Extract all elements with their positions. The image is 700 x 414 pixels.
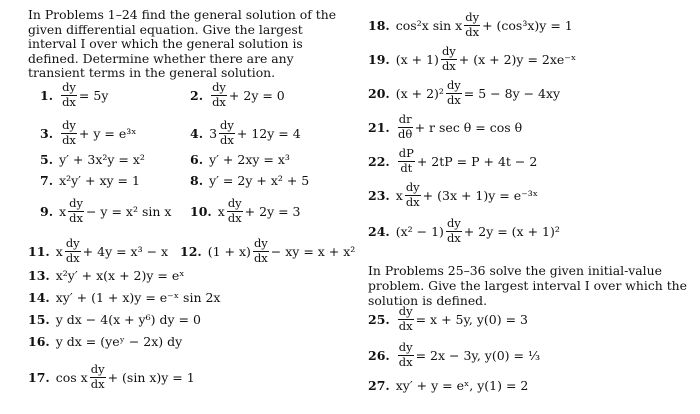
problem-13: 13. x²y′ + x(x + 2)y = eˣ bbox=[28, 268, 185, 283]
problem-21: 21. $\frac{dr}{d\theta}$ + r sec θ = cos θ bbox=[368, 112, 523, 141]
fraction: $\frac{dy}{dx}$ bbox=[441, 44, 456, 73]
intro-right: In Problems 25–36 solve the given initial-value problem. Give the largest interval I over which the solution is defined. bbox=[368, 263, 687, 308]
problem-19: 19. (x + 1) $\frac{dy}{dx}$ + (x + 2)y = 2xe⁻ˣ bbox=[368, 44, 577, 73]
problem-24: 24. (x² − 1) $\frac{dy}{dx}$ + 2y = (x + 1)² bbox=[368, 216, 560, 245]
problem-10: 10. x $\frac{dy}{dx}$ + 2y = 3 bbox=[190, 196, 301, 225]
fraction: $\frac{dP}{dt}$ bbox=[398, 146, 414, 175]
problem-14: 14. xy′ + (1 + x)y = e⁻ˣ sin 2x bbox=[28, 290, 221, 305]
problem-25: 25. $\frac{dy}{dx}$ = x + 5y, y(0) = 3 bbox=[368, 304, 528, 333]
problem-17: 17. cos x $\frac{dy}{dx}$ + (sin x)y = 1 bbox=[28, 362, 195, 391]
fraction: $\frac{dy}{dx}$ bbox=[446, 78, 461, 107]
left-column bbox=[28, 8, 350, 81]
fraction: $\frac{dy}{dx}$ bbox=[398, 304, 413, 333]
fraction: $\frac{dy}{dx}$ bbox=[253, 236, 268, 265]
problem-23: 23. x $\frac{dy}{dx}$ + (3x + 1)y = e⁻³ˣ bbox=[368, 180, 539, 209]
fraction: $\frac{dr}{d\theta}$ bbox=[398, 112, 413, 141]
fraction: $\frac{dy}{dx}$ bbox=[398, 340, 413, 369]
fraction: $\frac{dy}{dx}$ bbox=[65, 236, 80, 265]
fraction: $\frac{dy}{dx}$ bbox=[90, 362, 105, 391]
problem-18: 18. cos²x sin x $\frac{dy}{dx}$ + (cos³x)y = 1 bbox=[368, 10, 573, 39]
fraction: $\frac{dy}{dx}$ bbox=[69, 196, 83, 225]
fraction: $\frac{dy}{dx}$ bbox=[220, 118, 234, 147]
problem-16: 16. y dx = (yeʸ − 2x) dy bbox=[28, 334, 183, 349]
problem-5: 5. y′ + 3x²y = x² bbox=[40, 152, 145, 167]
fraction: $\frac{dy}{dx}$ bbox=[62, 80, 76, 109]
problem-4: 4. 3 $\frac{dy}{dx}$ + 12y = 4 bbox=[190, 118, 301, 147]
problem-6: 6. y′ + 2xy = x³ bbox=[190, 152, 290, 167]
fraction: $\frac{dy}{dx}$ bbox=[405, 180, 420, 209]
fraction: $\frac{dy}{dx}$ bbox=[465, 10, 480, 39]
problem-3: 3. $\frac{dy}{dx}$ + y = e³ˣ bbox=[40, 118, 137, 147]
fraction: $\frac{dy}{dx}$ bbox=[446, 216, 461, 245]
fraction: $\frac{dy}{dx}$ bbox=[62, 118, 76, 147]
fraction: $\frac{dy}{dx}$ bbox=[212, 80, 226, 109]
problem-20: 20. (x + 2)² $\frac{dy}{dx}$ = 5 − 8y − 4xy bbox=[368, 78, 561, 107]
fraction: $\frac{dy}{dx}$ bbox=[227, 196, 242, 225]
problem-11: 11. x $\frac{dy}{dx}$ + 4y = x³ − x bbox=[28, 236, 169, 265]
problem-9: 9. x $\frac{dy}{dx}$ − y = x² sin x bbox=[40, 196, 172, 225]
intro-left: In Problems 1–24 find the general solution of the given differential equation. Give the largest interval I over which the general solution is defined. Determine whether there are any transient terms in the general solution. bbox=[28, 7, 337, 81]
problem-1: 1. $\frac{dy}{dx}$ = 5y bbox=[40, 80, 109, 109]
problem-8: 8. y′ = 2y + x² + 5 bbox=[190, 173, 310, 188]
problem-12: 12. (1 + x) $\frac{dy}{dx}$ − xy = x + x² bbox=[180, 236, 356, 265]
problem-27: 27. xy′ + y = eˣ, y(1) = 2 bbox=[368, 378, 529, 393]
problem-15: 15. y dx − 4(x + y⁶) dy = 0 bbox=[28, 312, 201, 327]
problem-7: 7. x²y′ + xy = 1 bbox=[40, 173, 140, 188]
problem-26: 26. $\frac{dy}{dx}$ = 2x − 3y, y(0) = ⅓ bbox=[368, 340, 541, 369]
problem-2: 2. $\frac{dy}{dx}$ + 2y = 0 bbox=[190, 80, 285, 109]
problem-22: 22. $\frac{dP}{dt}$ + 2tP = P + 4t − 2 bbox=[368, 146, 538, 175]
